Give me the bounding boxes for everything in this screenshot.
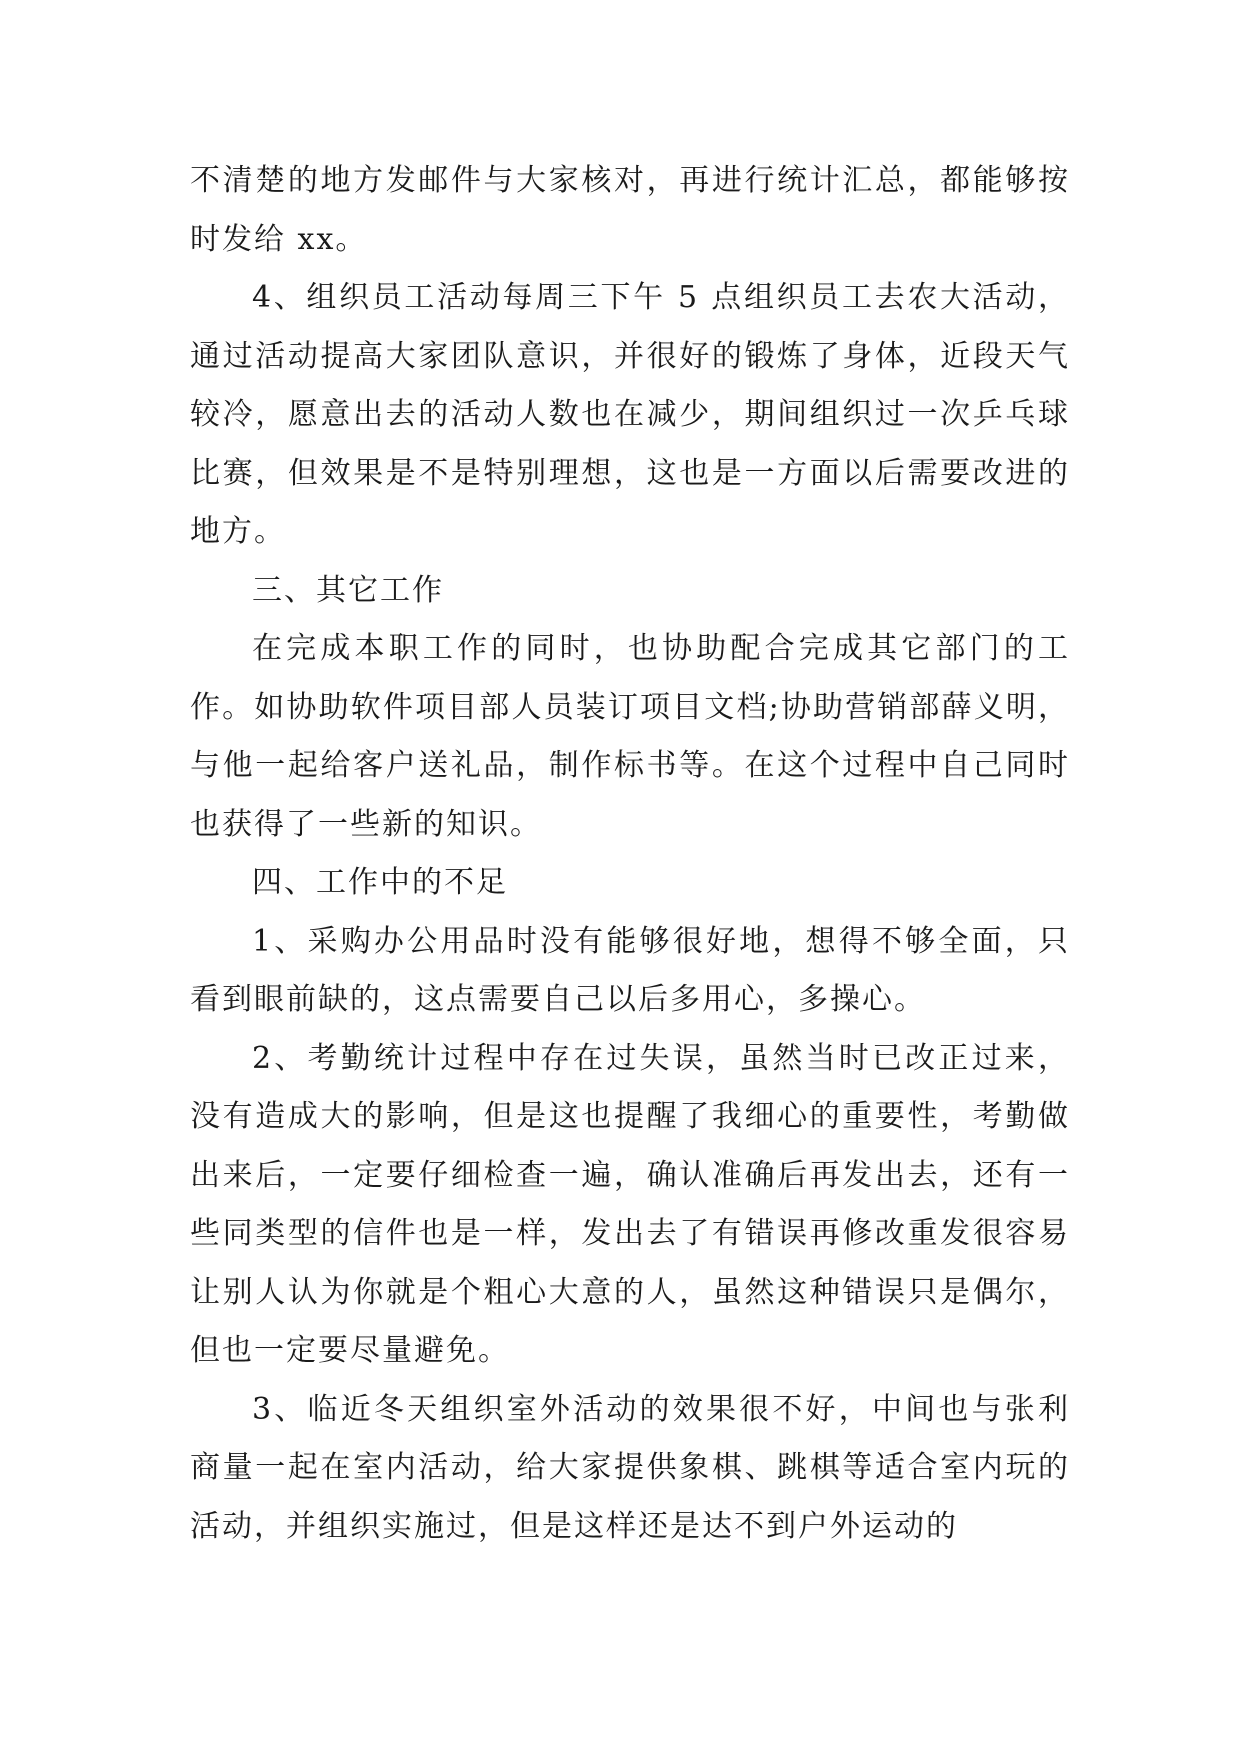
paragraph-shortcoming-2: 2、考勤统计过程中存在过失误，虽然当时已改正过来，没有造成大的影响，但是这也提醒了我细心的重要性，考勤做出来后，一定要仔细检查一遍，确认准确后再发出去，还有一些同类型的信件也是一样，发出去了有错误再修改重发很容易让别人认为你就是个粗心大意的人，虽然这种错误只是偶尔，但也一定要尽量避免。 [190,1040,1070,1368]
paragraph-continuation: 不清楚的地方发邮件与大家核对，再进行统计汇总，都能够按时发给 xx。 [190,163,1070,257]
paragraph-shortcoming-3: 3、临近冬天组织室外活动的效果很不好，中间也与张利商量一起在室内活动，给大家提供象棋、跳棋等适合室内玩的活动，并组织实施过，但是这样还是达不到户外运动的 [190,1391,1070,1544]
section-heading-other-work: 三、其它工作 [252,572,444,608]
section-heading-shortcomings: 四、工作中的不足 [252,865,508,900]
paragraph-other-work: 在完成本职工作的同时，也协助配合完成其它部门的工作。如协助软件项目部人员装订项目文档;协助营销部薛义明，与他一起给客户送礼品，制作标书等。在这个过程中自己同时也获得了一些新的知识。 [190,631,1070,842]
paragraph-shortcoming-1: 1、采购办公用品时没有能够很好地，想得不够全面，只看到眼前缺的，这点需要自己以后多用心，多操心。 [190,923,1070,1017]
document-body [190,152,1070,1556]
paragraph-item-4-staff-activities: 4、组织员工活动每周三下午 5 点组织员工去农大活动，通过活动提高大家团队意识，并很好的锻炼了身体，近段天气较冷，愿意出去的活动人数也在减少，期间组织过一次乒乓球比赛，但效果是不是特别理想，这也是一方面以后需要改进的地方。 [190,280,1070,549]
